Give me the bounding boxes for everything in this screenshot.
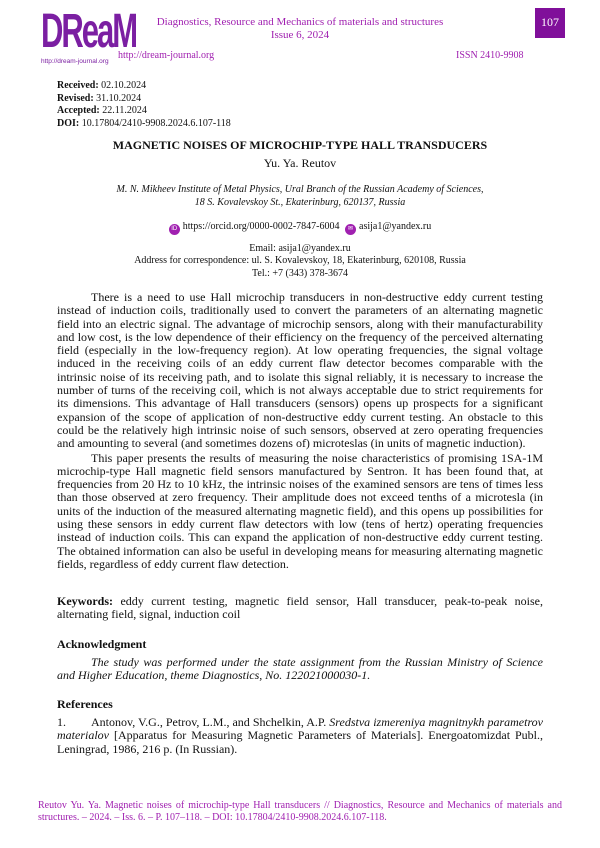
reference-number: 1. xyxy=(57,716,91,729)
acknowledgment-heading: Acknowledgment xyxy=(57,637,146,652)
reference-item xyxy=(57,716,543,756)
author-email-link[interactable]: asija1@yandex.ru xyxy=(359,221,431,232)
reference-title: Sredstva izmereniya magnitnykh parametrov materialov xyxy=(57,715,543,742)
abstract-paragraph: This paper presents the results of measuring the noise characteristics of promising 1SA-1M microchip-type Hall magnetic field sensors manufactured by Sentron. It has been found that, at frequencies from 20 Hz to 10 kHz, the intrinsic noises of the examined sensors are tens of times less than those observed at zero frequency. Their amplitude does not exceed tenths of a microtesla (in units of the induction of the measured alternating magnetic field), and this opens up possibilities for using these sensors in eddy current flaw detectors with low (tens of hertz) operating frequencies instead of induction coils. This can expand the application of non-destructive eddy current testing. The obtained information can also be useful in developing means for measuring alternating magnetic fields, regardless of eddy current flaw detection. xyxy=(57,452,543,572)
issn: ISSN 2410-9908 xyxy=(456,50,524,61)
affiliation xyxy=(57,183,543,209)
article-dates xyxy=(57,80,231,130)
received-label: Received: xyxy=(57,80,99,91)
abstract xyxy=(57,291,543,571)
citation-footer: Reutov Yu. Ya. Magnetic noises of microchip-type Hall transducers // Diagnostics, Resource and Mechanics of materials and structures. – 2024. – Iss. 6. – P. 107–118. – DOI: 10.17804/2410-9908.2024.6.107-118. xyxy=(38,800,562,825)
journal-issue: Issue 6, 2024 xyxy=(0,29,600,42)
logo-url: http://dream-journal.org xyxy=(41,58,109,65)
abstract-paragraph: There is a need to use Hall microchip transducers in non-destructive eddy current testing instead of induction coils, traditionally used to convert the parameters of an alternating magnetic field into an electric signal. The advantage of microchip sensors, along with their manufacturability and low cost, is the low dependence of their efficiency on the frequency of the perceived alternating field (especially in the low-frequency region). At low operating frequencies, the signal voltage induced in the receiving coils of an eddy current flaw detector becomes comparable with the intrinsic noise of its receiving path, and to isolate this signal reliably, it is necessary to increase the number of turns of the receiving coil, which is not always acceptable due to strict requirements for its dimensions. This advantage of Hall transducers (sensors) opens up prospects for a significant expansion of the scope of application of non-destructive eddy current testing. An obstacle to this could be the relatively high intrinsic noise of such sensors, observed at zero operating frequencies and amounting to several (and sometimes dozens of) microteslas (in units of magnetic induction). xyxy=(57,291,543,451)
revised-date: 31.10.2024 xyxy=(96,93,141,104)
contact-address: Address for correspondence: ul. S. Kovalevskoy, 18, Ekaterinburg, 620108, Russia xyxy=(57,255,543,267)
doi: 10.17804/2410-9908.2024.6.107-118 xyxy=(82,118,231,129)
received-date: 02.10.2024 xyxy=(101,80,146,91)
paper-title: MAGNETIC NOISES OF MICROCHIP-TYPE HALL TRANSDUCERS xyxy=(57,138,543,153)
orcid-link[interactable]: https://orcid.org/0000-0002-7847-6004 xyxy=(183,221,340,232)
keywords xyxy=(57,595,543,622)
affiliation-line: M. N. Mikheev Institute of Metal Physics, Ural Branch of the Russian Academy of Sciences, xyxy=(57,183,543,196)
doi-label: DOI: xyxy=(57,118,79,129)
journal-url-link[interactable]: http://dream-journal.org xyxy=(118,50,214,61)
contact-email: Email: asija1@yandex.ru xyxy=(57,243,543,255)
contact-info xyxy=(57,243,543,280)
email-icon: ✉ xyxy=(345,224,356,235)
acknowledgment xyxy=(57,656,543,683)
author: Yu. Ya. Reutov xyxy=(57,156,543,171)
orcid-icon: ID xyxy=(169,224,180,235)
affiliation-line: 18 S. Kovalevskoy St., Ekaterinburg, 620137, Russia xyxy=(57,196,543,209)
reference-authors: Antonov, V.G., Petrov, L.M., and Shchelkin, A.P. xyxy=(91,715,326,729)
references-heading: References xyxy=(57,697,113,712)
accepted-date: 22.11.2024 xyxy=(102,105,147,116)
author-ids xyxy=(57,221,543,235)
contact-tel: Tel.: +7 (343) 378-3674 xyxy=(57,268,543,280)
journal-header xyxy=(0,16,600,42)
journal-title: Diagnostics, Resource and Mechanics of materials and structures xyxy=(0,16,600,29)
reference-details: [Apparatus for Measuring Magnetic Parameters of Materials]. Energoatomizdat Publ., Leningrad, 1986, 216 p. (In Russian). xyxy=(57,728,543,755)
keywords-label: Keywords: xyxy=(57,594,113,608)
logo-text: DReaM xyxy=(41,8,97,55)
page-number: 107 xyxy=(535,8,565,38)
revised-label: Revised: xyxy=(57,93,94,104)
acknowledgment-text: The study was performed under the state assignment from the Russian Ministry of Science and Higher Education, theme Diagnostics, No. 122021000030-1. xyxy=(57,656,543,683)
accepted-label: Accepted: xyxy=(57,105,100,116)
keywords-text: eddy current testing, magnetic field sensor, Hall transducer, peak-to-peak noise, alternating field, signal, induction coil xyxy=(57,594,543,621)
